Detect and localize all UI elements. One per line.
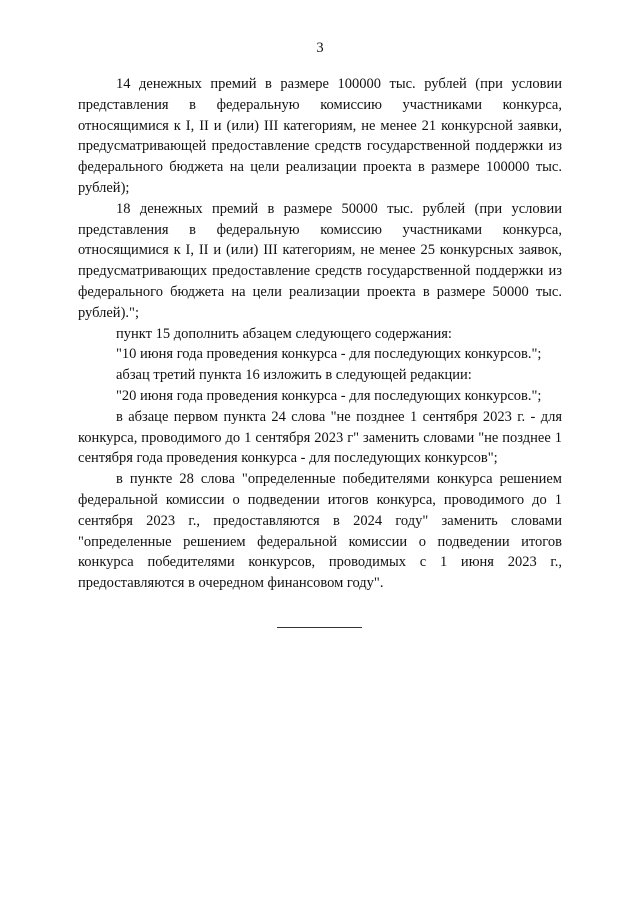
paragraph-june-20: "20 июня года проведения конкурса - для последующих конкурсов."; <box>116 387 542 404</box>
paragraph-point-24: в абзаце первом пункта 24 слова "не позднее 1 сентября 2023 г. - для конкурса, проводимого до 1 сентября 2023 г" заменить словами "не позднее 1 сентября года проведения конкурса - для последующих конкурсов"; <box>78 408 562 467</box>
paragraph-point-28: в пункте 28 слова "определенные победителями конкурса решением федеральной комиссии о подведении итогов конкурса, проводимого до 1 сентября 2023 г., предоставляются в 2024 году" заменить словами "определенные решением федеральной комиссии о подведении итогов конкурса победителями конкурсов, проводимых с 1 июня 2023 г., предоставляются в очередном финансовом году". <box>78 471 562 592</box>
paragraph-june-10: "10 июня года проведения конкурса - для последующих конкурсов."; <box>116 346 542 363</box>
paragraph-point-16: абзац третий пункта 16 изложить в следующей редакции: <box>116 367 472 384</box>
document-body <box>78 74 562 594</box>
paragraph-premium-100000: 14 денежных премий в размере 100000 тыс. рублей (при условии представления в федеральную комиссию участниками конкурса, относящимися к I, II и (или) III категориям, не менее 21 конкурсной заявки, предусматривающей предоставление средств государственной поддержки из федерального бюджета на цели реализации проекта в размере 100000 тыс. рублей); <box>78 76 562 196</box>
page-number: 3 <box>316 40 324 56</box>
paragraph-premium-50000: 18 денежных премий в размере 50000 тыс. рублей (при условии представления в федеральную комиссию участниками конкурса, относящимися к I, II и (или) III категориям, не менее 25 конкурсных заявок, предусматривающих предоставление средств государственной поддержки из федерального бюджета на цели реализации проекта в размере 50000 тыс. рублей)."; <box>78 200 562 321</box>
paragraph-point-15: пункт 15 дополнить абзацем следующего содержания: <box>116 325 452 342</box>
end-separator-line <box>277 627 362 628</box>
